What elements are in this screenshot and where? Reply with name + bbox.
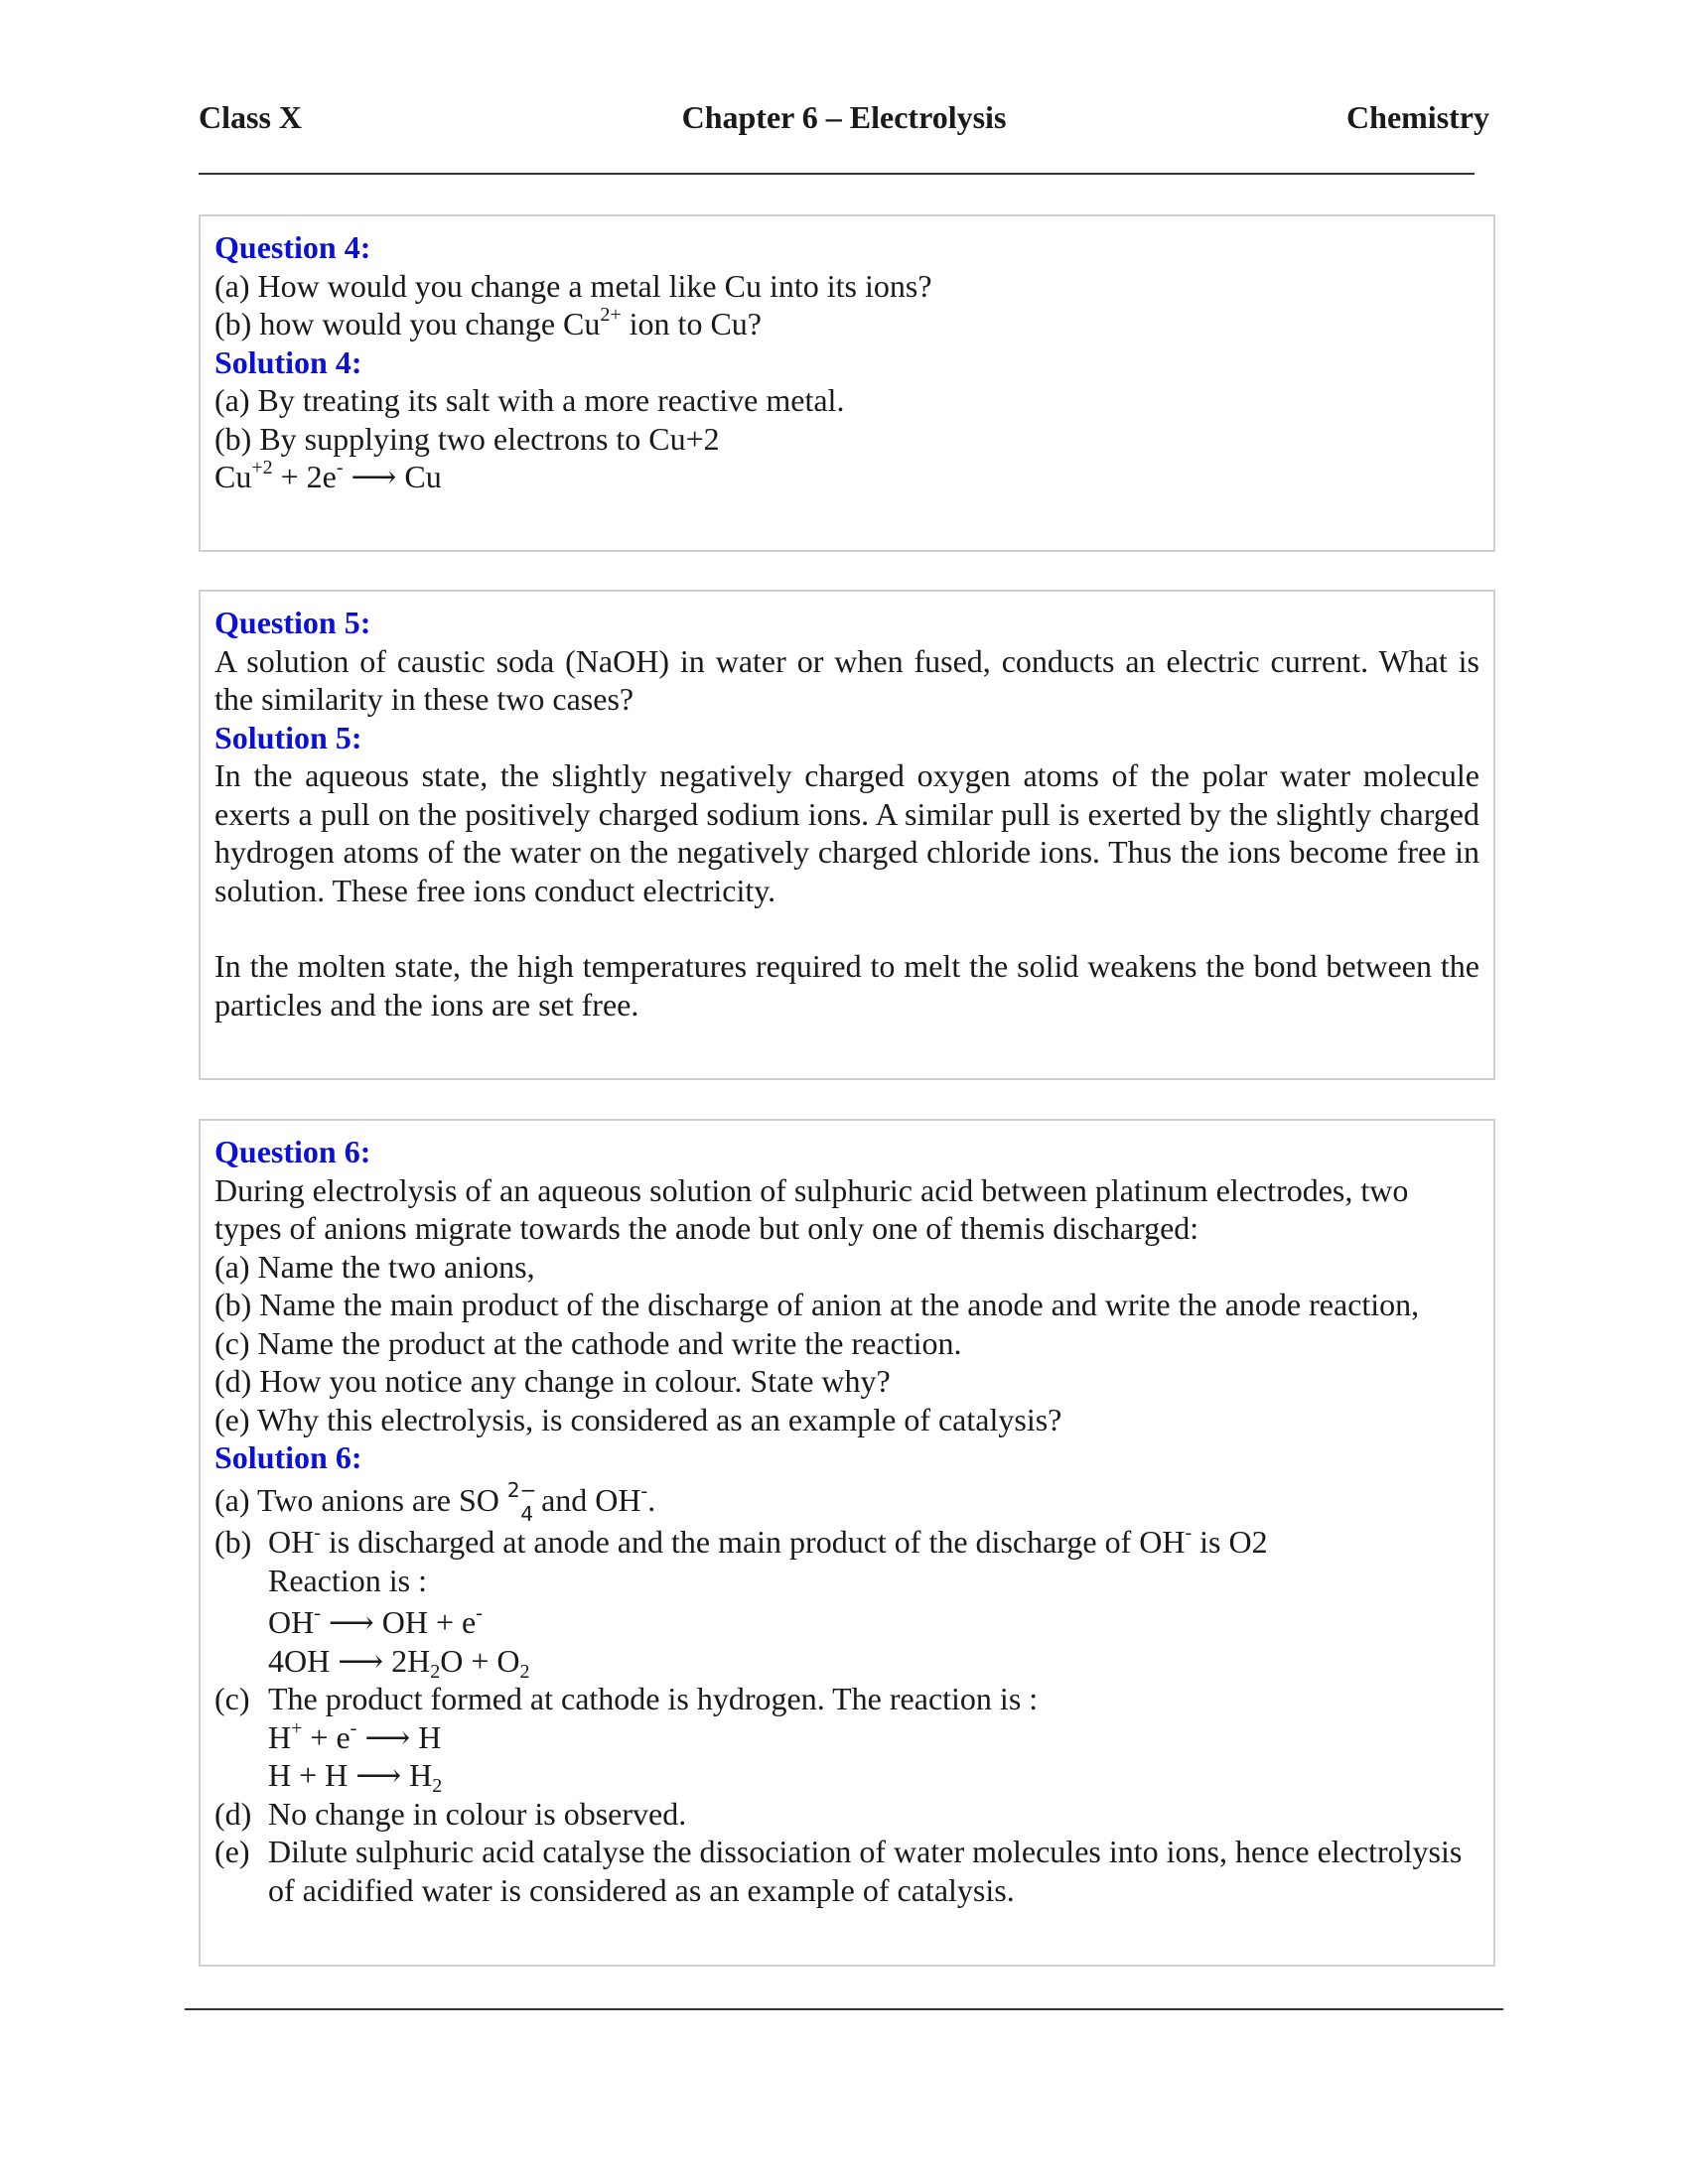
- item-marker-d: (d): [214, 1795, 252, 1832]
- solution-5-label: Solution 5:: [214, 719, 362, 755]
- solution-6-part-d: (d) No change in colour is observed.: [214, 1795, 687, 1832]
- solution-6-part-e: (e) Dilute sulphuric acid catalyse the dissociation of water molecules into ions, hence electrolysis of acidified water is considered as an example of catalysis.: [214, 1834, 1463, 1908]
- solution-5-paragraph-1: In the aqueous state, the slightly negatively charged oxygen atoms of the polar water molecule exerts a pull on the positively charged sodium ions. A similar pull is exerted by the slightly charged hydrogen atoms of the water on the negatively charged chloride ions. Thus the ions become free in solution. These free ions conduct electricity.: [214, 757, 1479, 908]
- question-6-box: [199, 1119, 1495, 1967]
- question-4-label: Question 4:: [214, 229, 371, 265]
- solution-6-equation-3: H+ + e- ⟶ H: [268, 1716, 442, 1755]
- question-6-label: Question 6:: [214, 1134, 371, 1169]
- solution-6-reaction-label: Reaction is :: [268, 1562, 427, 1598]
- solution-4-part-b: (b) By supplying two electrons to Cu+2: [214, 420, 720, 457]
- question-6-part-d: (d) How you notice any change in colour. State why?: [214, 1363, 891, 1399]
- solution-6-equation-2: 4OH ⟶ $2H_2O + O_2$: [268, 1642, 530, 1683]
- solution-4-label: Solution 4:: [214, 343, 362, 380]
- page-header: [199, 99, 1489, 149]
- solution-4-part-a: (a) By treating its salt with a more reactive metal.: [214, 382, 845, 418]
- question-4-box: [199, 214, 1495, 552]
- question-6-part-b: (b) Name the main product of the discharge of anion at the anode and write the anode reaction,: [214, 1287, 1420, 1322]
- question-5-label: Question 5:: [214, 605, 371, 640]
- header-divider: [199, 173, 1475, 175]
- question-4-part-b: (b) how would you change $Cu^{2+}$ ion to Cu?: [214, 304, 762, 341]
- solution-6-equation-1: OH- ⟶ OH + e-: [268, 1602, 483, 1640]
- solution-6-equation-4: H + H ⟶ $H_2$: [268, 1757, 443, 1797]
- solution-4-equation: $Cu^{+2} + 2e^-$ ⟶ Cu: [214, 457, 442, 494]
- footer-divider: [185, 2008, 1503, 2010]
- solution-5-paragraph-2: In the molten state, the high temperatures required to melt the solid weakens the bond between the particles and the ions are set free.: [214, 948, 1479, 1023]
- header-subject: Chemistry: [1346, 99, 1489, 135]
- solution-6-part-a: (a) Two anions are SO $^{2-}_4$ and OH-.: [214, 1477, 656, 1526]
- question-4-part-a: (a) How would you change a metal like Cu into its ions?: [214, 267, 932, 304]
- solution-6-part-b: (b) OH- is discharged at anode and the main product of the discharge of OH- is O2: [214, 1522, 1268, 1560]
- item-marker-e: (e): [214, 1834, 250, 1869]
- item-marker-c: (c): [214, 1681, 250, 1716]
- question-6-part-e: (e) Why this electrolysis, is considered as an example of catalysis?: [214, 1401, 1062, 1437]
- question-6-part-c: (c) Name the product at the cathode and write the reaction.: [214, 1324, 962, 1361]
- header-class: Class X: [199, 99, 303, 135]
- question-6-intro: During electrolysis of an aqueous solution of sulphuric acid between platinum electrodes, two types of anions migrate towards the anode but only one of themis discharged:: [214, 1171, 1409, 1246]
- paragraph-gap: [214, 909, 1479, 947]
- header-chapter-title: Chapter 6 – Electrolysis: [681, 99, 1007, 135]
- solution-6-label: Solution 6:: [214, 1439, 362, 1475]
- item-marker-b: (b): [214, 1524, 252, 1560]
- question-5-box: [199, 590, 1495, 1080]
- question-5-text: A solution of caustic soda (NaOH) in water or when fused, conducts an electric current. What is the similarity in these two cases?: [214, 642, 1479, 717]
- question-6-part-a: (a) Name the two anions,: [214, 1248, 535, 1285]
- solution-6-part-c: (c) The product formed at cathode is hydrogen. The reaction is :: [214, 1681, 1039, 1716]
